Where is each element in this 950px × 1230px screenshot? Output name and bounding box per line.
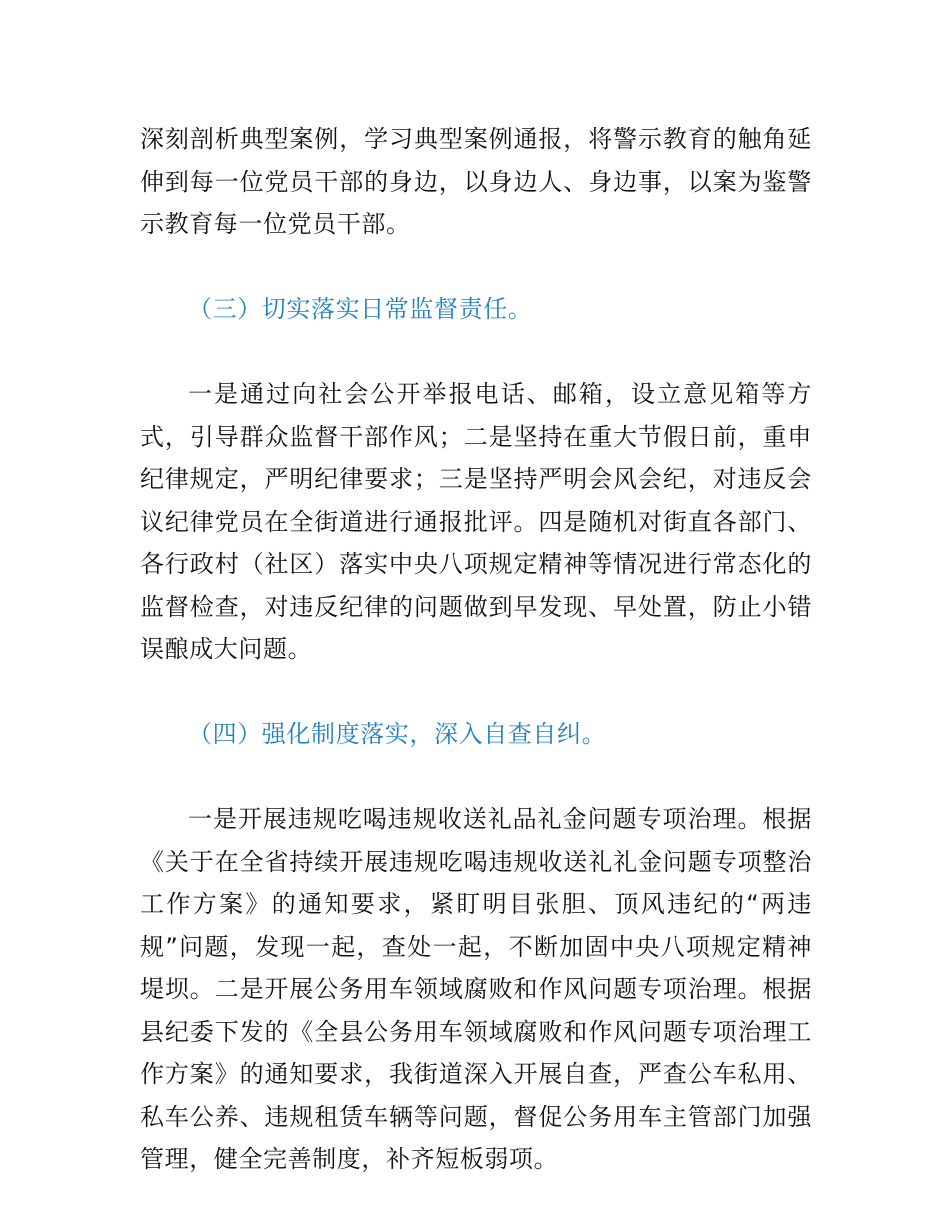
paragraph-spacer <box>140 246 812 289</box>
paragraph-spacer <box>140 756 812 799</box>
paragraph-spacer <box>140 331 812 374</box>
body-paragraph-supervision: 一是通过向社会公开举报电话、邮箱，设立意见箱等方式，引导群众监督干部作风；二是坚持在重大节假日前，重申纪律规定，严明纪律要求；三是坚持严明会风会纪，对违反会议纪律党员在全街道进行通报批评。四是随机对街直各部门、各行政村（社区）落实中央八项规定精神等情况进行常态化的监督检查，对违反纪律的问题做到早发现、早处置，防止小错误酿成大问题。 <box>140 380 812 663</box>
document-body <box>140 118 812 1181</box>
body-paragraph-continued: 深刻剖析典型案例，学习典型案例通报，将警示教育的触角延伸到每一位党员干部的身边，以身边人、身边事，以案为鉴警示教育每一位党员干部。 <box>140 125 812 238</box>
section-heading-3: （三）切实落实日常监督责任。 <box>188 295 533 323</box>
paragraph-spacer <box>140 671 812 714</box>
section-heading-4: （四）强化制度落实，深入自查自纠。 <box>188 720 607 748</box>
body-paragraph-self-inspection: 一是开展违规吃喝违规收送礼品礼金问题专项治理。根据《关于在全省持续开展违规吃喝违规收送礼礼金问题专项整治工作方案》的通知要求，紧盯明目张胆、顶风违纪的“两违规”问题，发现一起，查处一起，不断加固中央八项规定精神堤坝。二是开展公务用车领域腐败和作风问题专项治理。根据县纪委下发的《全县公务用车领域腐败和作风问题专项治理工作方案》的通知要求，我街道深入开展自查，严查公车私用、私车公养、违规租赁车辆等问题，督促公务用车主管部门加强管理，健全完善制度，补齐短板弱项。 <box>140 805 812 1173</box>
